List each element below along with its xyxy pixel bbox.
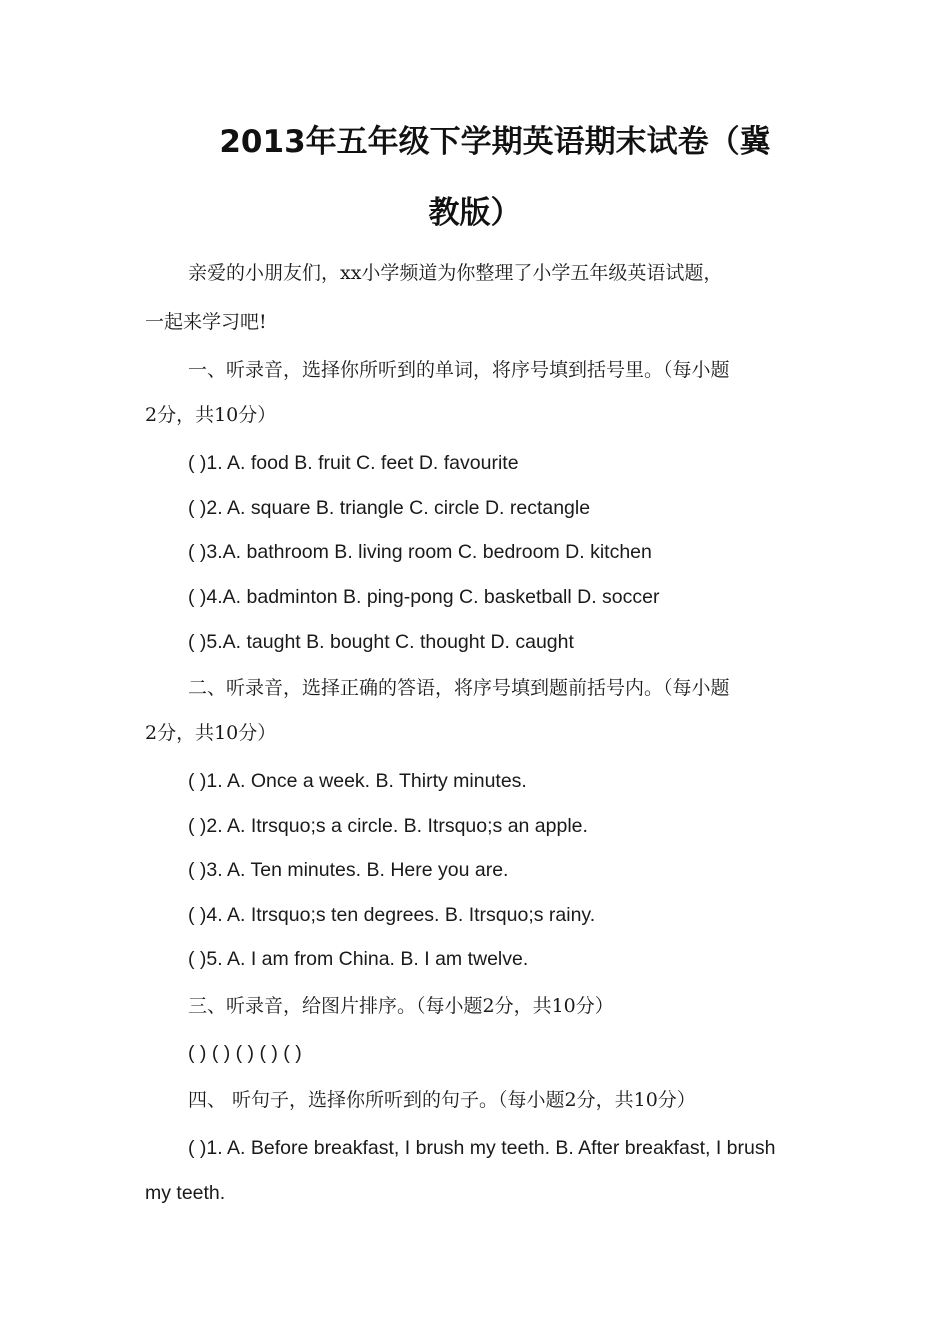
- section-2-item: ( )5. A. I am from China. B. I am twelve.: [188, 948, 529, 970]
- section-1-item: ( )3.A. bathroom B. living room C. bedroom D. kitchen: [188, 541, 652, 563]
- section-2-item: ( )4. A. Itrsquo;s ten degrees. B. Itrsquo;s rainy.: [188, 904, 596, 926]
- section-2-item: ( )1. A. Once a week. B. Thirty minutes.: [188, 770, 527, 792]
- document-title-line-2: 教版）: [428, 195, 522, 231]
- section-4-item-cont: my teeth.: [145, 1182, 226, 1204]
- section-1-item: ( )4.A. badminton B. ping-pong C. basketball D. soccer: [188, 586, 660, 608]
- intro-line-2: 一起来学习吧!: [145, 311, 267, 333]
- section-1-item: ( )1. A. food B. fruit C. feet D. favourite: [188, 452, 519, 474]
- section-2-item: ( )3. A. Ten minutes. B. Here you are.: [188, 859, 509, 881]
- section-3-heading: 三、听录音，给图片排序。（每小题2分，共10分）: [188, 995, 614, 1017]
- document-title-line-1: 2013年五年级下学期英语期末试卷（冀: [219, 124, 771, 160]
- section-2-heading-cont: 2分，共10分）: [145, 722, 277, 744]
- section-4-heading: 四、 听句子，选择你所听到的句子。（每小题2分，共10分）: [188, 1089, 696, 1111]
- section-1-item: ( )5.A. taught B. bought C. thought D. caught: [188, 631, 574, 653]
- section-1-heading: 一、听录音，选择你所听到的单词，将序号填到括号里。（每小题: [188, 359, 730, 381]
- section-1-heading-cont: 2分，共10分）: [145, 404, 277, 426]
- intro-line-1: 亲爱的小朋友们，xx小学频道为你整理了小学五年级英语试题，: [188, 262, 723, 284]
- section-3-items: ( ) ( ) ( ) ( ) ( ): [188, 1042, 302, 1064]
- section-2-item: ( )2. A. Itrsquo;s a circle. B. Itrsquo;s an apple.: [188, 815, 588, 837]
- section-1-item: ( )2. A. square B. triangle C. circle D. rectangle: [188, 497, 591, 519]
- section-4-item: ( )1. A. Before breakfast, I brush my teeth. B. After breakfast, I brush: [188, 1137, 776, 1159]
- section-2-heading: 二、听录音，选择正确的答语，将序号填到题前括号内。（每小题: [188, 677, 730, 699]
